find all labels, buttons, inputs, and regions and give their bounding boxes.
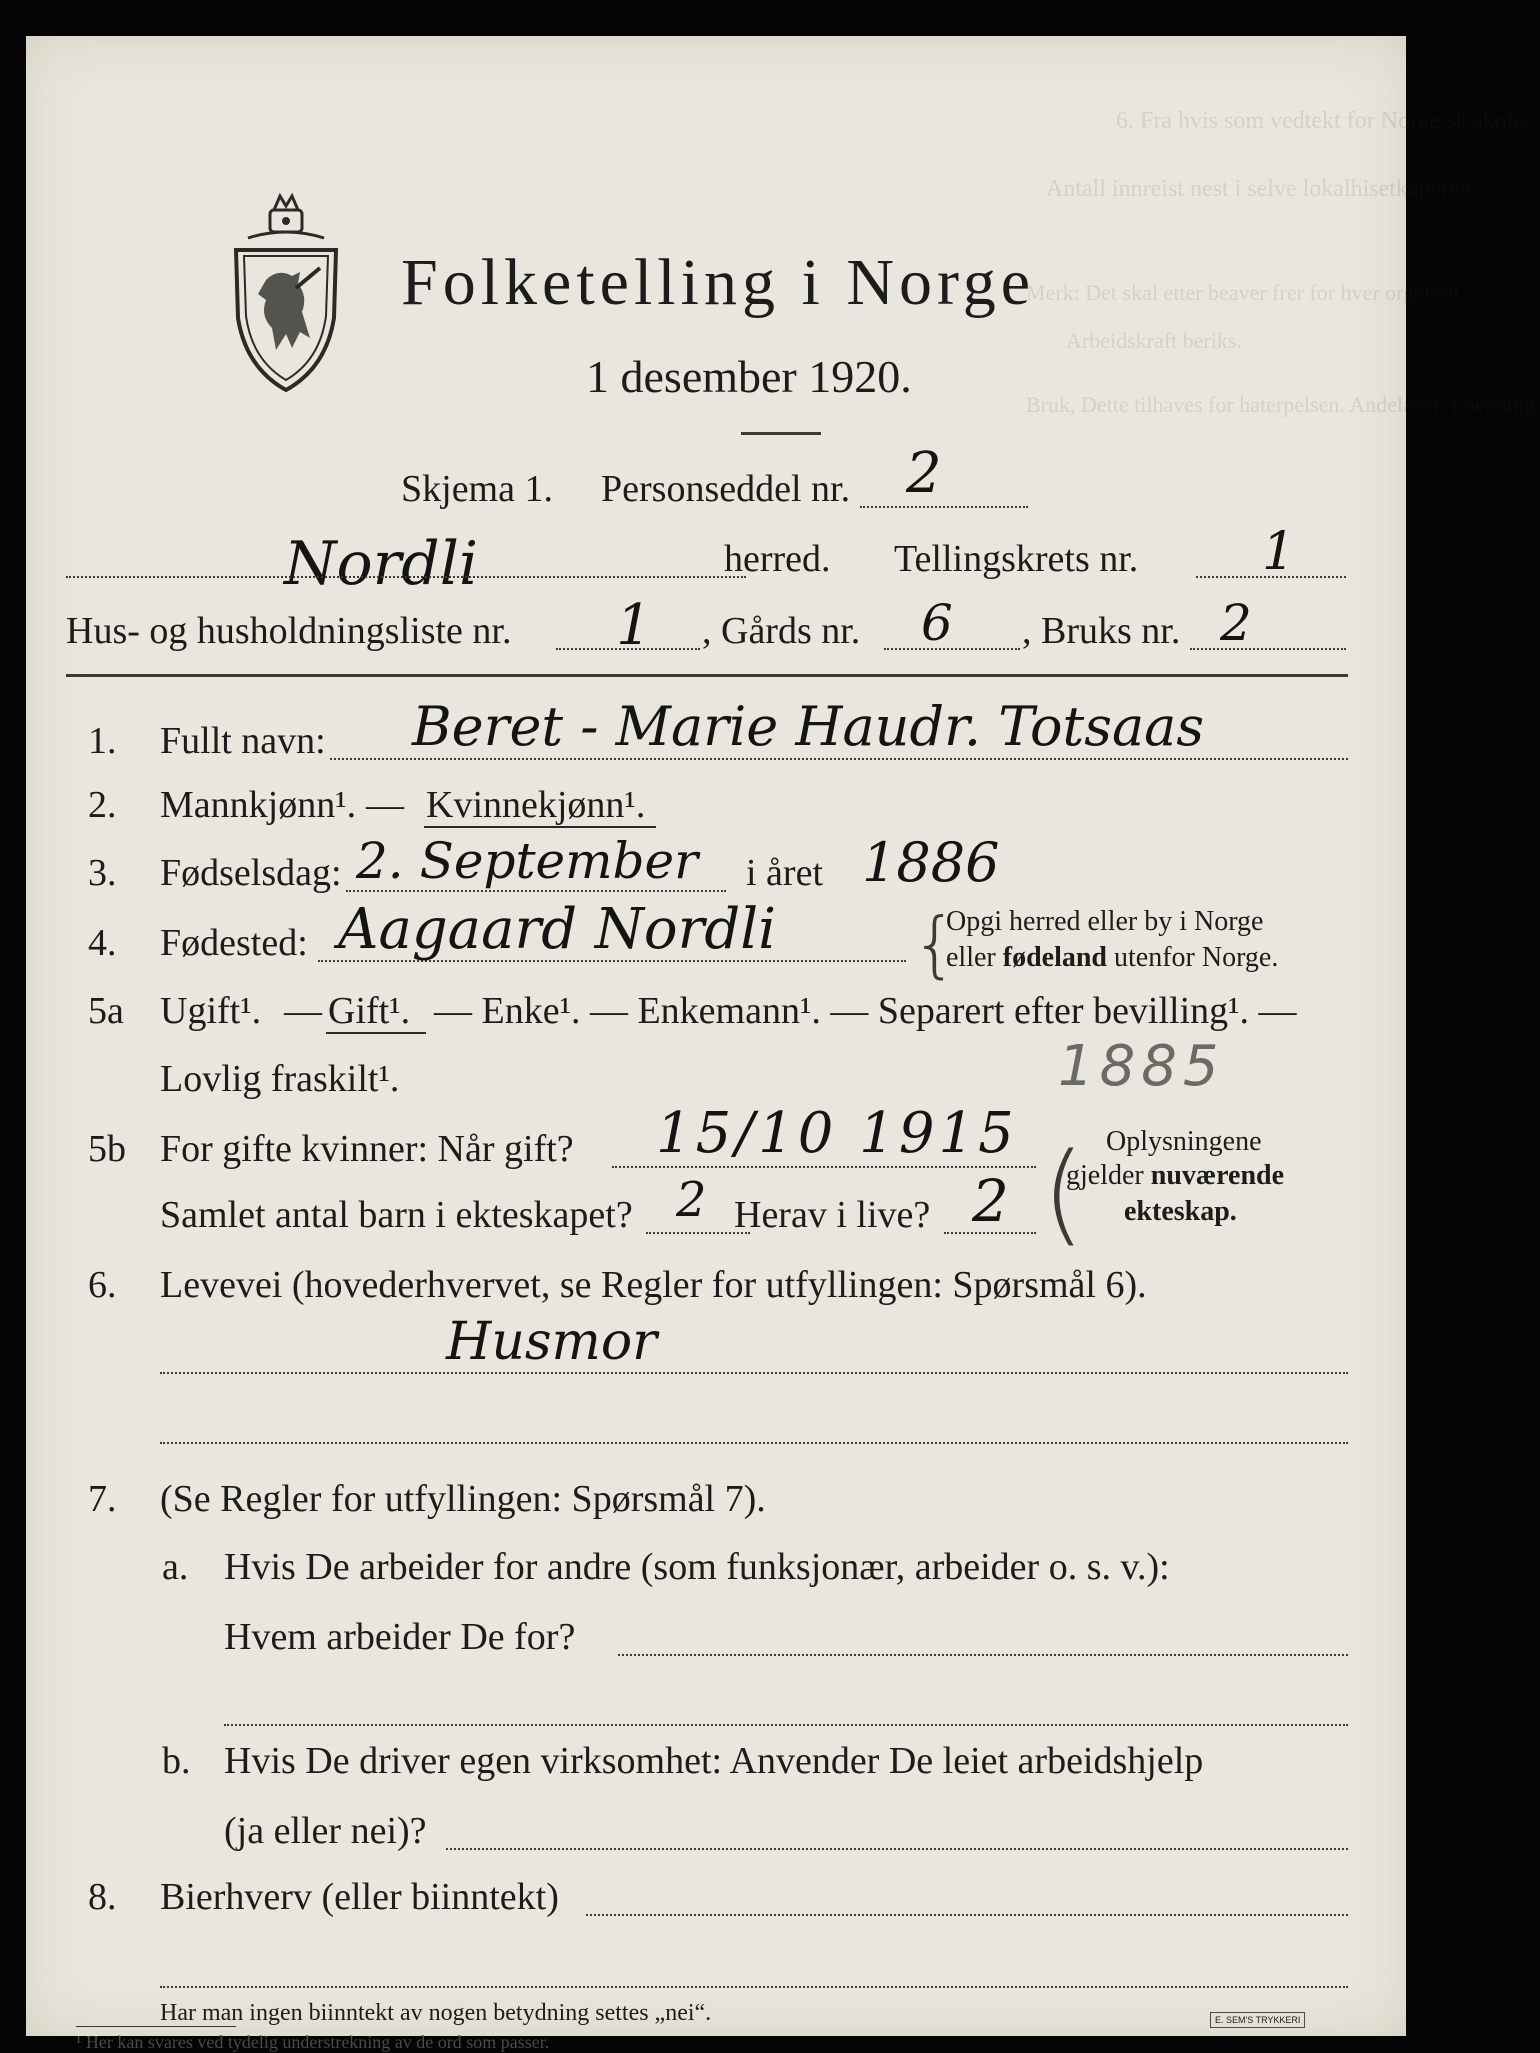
q7a-field-line	[618, 1654, 1348, 1656]
form-title: Folketelling i Norge	[401, 246, 1036, 319]
gards-value: 6	[921, 594, 953, 652]
q5a-gift-underline	[326, 1032, 426, 1034]
q5b-note-brace: (	[1042, 1129, 1085, 1257]
bruks-label: , Bruks nr.	[1022, 610, 1181, 652]
q5b-note-line3: ekteskap.	[1124, 1196, 1237, 1227]
q7a-question: Hvem arbeider De for?	[224, 1616, 576, 1658]
census-date: 1 desember 1920.	[586, 351, 912, 402]
q2-female-option: Kvinnekjønn¹.	[426, 784, 646, 826]
q5b-alive-label: Herav i live?	[734, 1194, 931, 1236]
q7b-field-line	[446, 1848, 1348, 1850]
q1-label: Fullt navn:	[160, 720, 326, 762]
bleed-through-line: Bruk, Dette tilhaves for haterpelsen. Andelaver. Loenning.	[1026, 392, 1540, 417]
printer-mark: E. SEM'S TRYKKERI	[1210, 2012, 1305, 2028]
q4-hint-line2	[946, 940, 1278, 976]
q6-number: 6.	[88, 1264, 117, 1306]
q5a-separator: —	[284, 990, 322, 1032]
q4-hint-text: eller	[946, 942, 1003, 973]
q8-field-line-2	[160, 1986, 1348, 1988]
q5a-gift-option: Gift¹.	[328, 990, 411, 1032]
q4-label: Fødested:	[160, 922, 308, 964]
husholdning-value: 1	[616, 593, 652, 658]
bruks-value: 2	[1220, 594, 1252, 652]
q6-field-line	[160, 1372, 1348, 1374]
q5a-other-options: — Enke¹. — Enkemann¹. — Separert efter bevilling¹. —	[434, 990, 1297, 1032]
census-form-sheet	[26, 36, 1540, 2052]
footer-note: Har man ingen biinntekt av nogen betydning settes „nei“.	[160, 2000, 712, 2026]
q2-male-option: Mannkjønn¹.	[160, 784, 357, 826]
bleed-through-line: Arbeidskraft beriks.	[1066, 328, 1242, 353]
q3-label: Fødselsdag:	[160, 852, 342, 894]
q2-number: 2.	[88, 784, 117, 826]
personseddel-label: Personseddel nr.	[601, 468, 851, 510]
schema-label: Skjema 1.	[401, 468, 553, 510]
q5b-children-label: Samlet antal barn i ekteskapet?	[160, 1194, 633, 1236]
q3-year-label: i året	[746, 852, 824, 894]
q3-birthday-value: 2. September	[356, 832, 699, 890]
bleed-through-line: Merk: Det skal etter beaver frer for hver orgelsen.	[1026, 280, 1465, 305]
q7a-field-line-2	[224, 1724, 1348, 1726]
norwegian-coat-of-arms-emblem	[226, 188, 346, 398]
q7b-question: (ja eller nei)?	[224, 1810, 427, 1852]
q8-label: Bierhverv (eller biinntekt)	[160, 1876, 559, 1918]
q7-number: 7.	[88, 1478, 117, 1520]
tellingskrets-value: 1	[1262, 522, 1296, 582]
herred-field-line	[66, 576, 746, 578]
q5b-note-bold: nuværende	[1150, 1160, 1285, 1191]
bleed-through-line: 6. Fra hvis som vedtekt for Norge sk skole.	[1116, 108, 1531, 134]
q7b-number: b.	[162, 1740, 191, 1782]
q5b-note-text: gjelder	[1066, 1160, 1151, 1191]
margin-note-year: 1885	[1058, 1034, 1225, 1099]
q1-field-line	[330, 758, 1348, 760]
q7b-text: Hvis De driver egen virksomhet: Anvender De leiet arbeidshjelp	[224, 1740, 1204, 1782]
personseddel-field-line	[860, 506, 1028, 508]
q6-label: Levevei (hovederhvervet, se Regler for utfyllingen: Spørsmål 6).	[160, 1264, 1147, 1306]
q4-number: 4.	[88, 922, 117, 964]
q2-separator: —	[366, 784, 404, 826]
q3-field-line	[346, 890, 726, 892]
q5a-number: 5a	[88, 990, 124, 1032]
q8-field-line	[586, 1914, 1348, 1916]
q4-hint-bold: fødeland	[1002, 942, 1107, 973]
q4-birthplace-value: Aagaard Nordli	[338, 897, 777, 962]
q3-year-value: 1886	[862, 831, 1000, 894]
q4-hint-line1: Opgi herred eller by i Norge	[946, 906, 1264, 937]
q5b-married-date-value: 15/10 1915	[656, 1101, 1018, 1166]
gards-label: , Gårds nr.	[702, 610, 861, 652]
q4-hint-text: utenfor Norge.	[1107, 942, 1279, 973]
q7a-text: Hvis De arbeider for andre (som funksjonær, arbeider o. s. v.):	[224, 1546, 1170, 1588]
footnote-rule	[76, 2026, 236, 2027]
q5b-note-line2	[1066, 1158, 1284, 1194]
personseddel-value: 2	[906, 441, 942, 506]
q7a-number: a.	[162, 1546, 189, 1588]
q4-hint-brace: {	[912, 902, 958, 986]
section-rule	[66, 674, 1348, 677]
q8-number: 8.	[88, 1876, 117, 1918]
q5b-note-line1: Oplysningene	[1106, 1126, 1262, 1157]
q3-number: 3.	[88, 852, 117, 894]
q5b-label: For gifte kvinner: Når gift?	[160, 1128, 574, 1170]
q6-occupation-value: Husmor	[446, 1312, 657, 1372]
herred-label: herred.	[724, 538, 831, 580]
herred-value: Nordli	[284, 529, 479, 599]
tellingskrets-label: Tellingskrets nr.	[894, 538, 1139, 580]
q5a-ugift-option: Ugift¹.	[160, 990, 262, 1032]
bruks-field-line	[1190, 648, 1346, 650]
bleed-through-line: Antall innreist nest i selve lokalhisetkaperen.	[1046, 176, 1478, 202]
q5a-fraskilt-option: Lovlig fraskilt¹.	[160, 1058, 400, 1100]
q5b-alive-value: 2	[972, 1167, 1009, 1235]
q5b-children-value: 2	[676, 1172, 707, 1228]
title-divider	[741, 432, 821, 435]
husholdning-label: Hus- og husholdningsliste nr.	[66, 610, 512, 652]
q2-female-underline	[424, 826, 656, 828]
q6-field-line-2	[160, 1442, 1348, 1444]
q1-full-name-value: Beret - Marie Haudr. Totsaas	[412, 695, 1205, 758]
q7-label: (Se Regler for utfyllingen: Spørsmål 7).	[160, 1478, 766, 1520]
q1-number: 1.	[88, 720, 117, 762]
q5b-number: 5b	[88, 1128, 126, 1170]
footnote: ¹ Her kan svares ved tydelig understrekning av de ord som passer.	[76, 2032, 550, 2052]
